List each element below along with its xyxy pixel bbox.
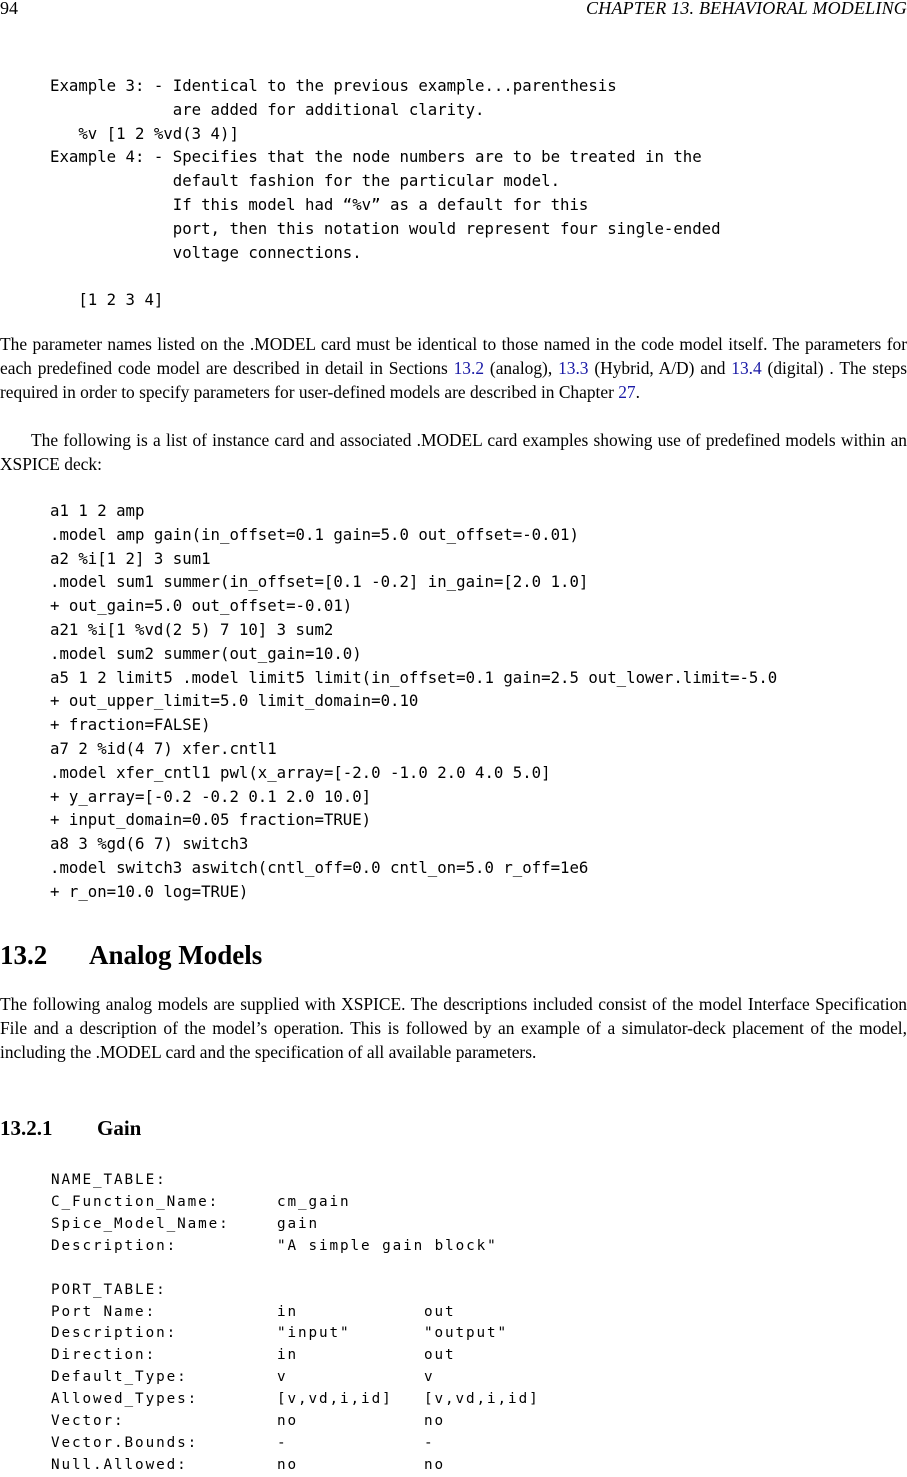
table-row: Direction: in out <box>51 1347 456 1364</box>
page-header <box>0 0 907 20</box>
code-line: voltage connections. <box>50 242 362 262</box>
table-row: Port Name: in out <box>51 1303 456 1320</box>
chapter-link-27[interactable]: 27 <box>618 382 636 402</box>
code-line: + out_upper_limit=5.0 limit_domain=0.10 <box>50 691 419 711</box>
code-line: .model xfer_cntl1 pwl(x_array=[-2.0 -1.0 2.0 4.0 5.0] <box>50 762 551 782</box>
code-line: + input_domain=0.05 fraction=TRUE) <box>50 810 372 830</box>
section-title: Analog Models <box>89 940 263 970</box>
section-link-13-2[interactable]: 13.2 <box>453 358 485 378</box>
parameter-names-paragraph: The parameter names listed on the .MODEL card must be identical to those named in the code model itself. The parameters for each predefined code model are described in detail in Sections 13.2 (analog), 13.3 (Hybrid, A/D) and 13.4 (digital) . The steps required in order to specify parameters for user-defined models are described in Chapter 27. <box>0 334 907 402</box>
code-line: a1 1 2 amp <box>50 501 145 520</box>
chapter-title: CHAPTER 13. BEHAVIORAL MODELING <box>586 0 907 18</box>
code-line: are added for additional clarity. <box>50 99 485 119</box>
section-number: 13.2 <box>0 940 48 970</box>
example-block <box>50 74 721 312</box>
code-line: a2 %i[1 2] 3 sum1 <box>50 548 211 568</box>
table-row: Vector.Bounds: - - <box>51 1434 435 1451</box>
code-line: Example 4: - Specifies that the node numbers are to be treated in the <box>50 147 702 167</box>
code-line: default fashion for the particular model. <box>50 171 561 191</box>
code-line: a7 2 %id(4 7) xfer.cntl1 <box>50 738 277 758</box>
table-row: Null.Allowed: no no <box>51 1456 446 1473</box>
code-line: a5 1 2 limit5 .model limit5 limit(in_offset=0.1 gain=2.5 out_lower.limit=-5.0 <box>50 667 778 687</box>
code-line: [1 2 3 4] <box>50 290 164 310</box>
subsection-title: Gain <box>97 1116 142 1140</box>
analog-models-paragraph: The following analog models are supplied with XSPICE. The descriptions included consist of the model Interface Specification File and a description of the model’s operation. This is followed by an example of a simulator-deck placement of the model, including the .MODEL card and the specification of all available parameters. <box>0 994 907 1062</box>
section-link-13-3[interactable]: 13.3 <box>558 358 589 378</box>
section-heading <box>0 940 262 971</box>
interface-spec-table <box>51 1170 540 1477</box>
subsection-heading <box>0 1116 141 1141</box>
subsection-number: 13.2.1 <box>0 1116 53 1140</box>
table-row: C_Function_Name: cm_gain <box>51 1193 351 1210</box>
code-line: + fraction=FALSE) <box>50 715 211 735</box>
code-line: .model sum1 summer(in_offset=[0.1 -0.2] in_gain=[2.0 1.0] <box>50 572 589 592</box>
code-line: Example 3: - Identical to the previous example...parenthesis <box>50 76 617 95</box>
table-row: Allowed_Types: [v,vd,i,id] [v,vd,i,id] <box>51 1391 540 1408</box>
code-line: %v [1 2 %vd(3 4)] <box>50 123 239 143</box>
page-number: 94 <box>0 0 18 18</box>
code-line: .model switch3 aswitch(cntl_off=0.0 cntl_on=5.0 r_off=1e6 <box>50 857 589 877</box>
table-row: Description: "input" "output" <box>51 1325 509 1342</box>
code-line: port, then this notation would represent four single-ended <box>50 218 721 238</box>
code-line: + y_array=[-0.2 -0.2 0.1 2.0 10.0] <box>50 786 372 806</box>
table-row: Vector: no no <box>51 1413 446 1430</box>
instance-card-paragraph: The following is a list of instance card and associated .MODEL card examples showing use of predefined models within an XSPICE deck: <box>0 430 907 474</box>
name-table-label: NAME_TABLE: <box>51 1172 167 1188</box>
code-line: + r_on=10.0 log=TRUE) <box>50 881 249 901</box>
code-line: a8 3 %gd(6 7) switch3 <box>50 834 249 854</box>
code-line: a21 %i[1 %vd(2 5) 7 10] 3 sum2 <box>50 619 334 639</box>
table-row: Default_Type: v v <box>51 1369 435 1386</box>
section-link-13-4[interactable]: 13.4 <box>731 358 762 378</box>
code-line: .model amp gain(in_offset=0.1 gain=5.0 out_offset=-0.01) <box>50 524 579 544</box>
code-line: + out_gain=5.0 out_offset=-0.01) <box>50 596 353 616</box>
code-line: .model sum2 summer(out_gain=10.0) <box>50 643 362 663</box>
table-row: Spice_Model_Name: gain <box>51 1215 320 1232</box>
xspice-deck-examples <box>50 499 777 904</box>
port-table-label: PORT_TABLE: <box>51 1281 167 1298</box>
code-line: If this model had “%v” as a default for this <box>50 194 589 214</box>
table-row: Description: "A simple gain block" <box>51 1237 498 1254</box>
